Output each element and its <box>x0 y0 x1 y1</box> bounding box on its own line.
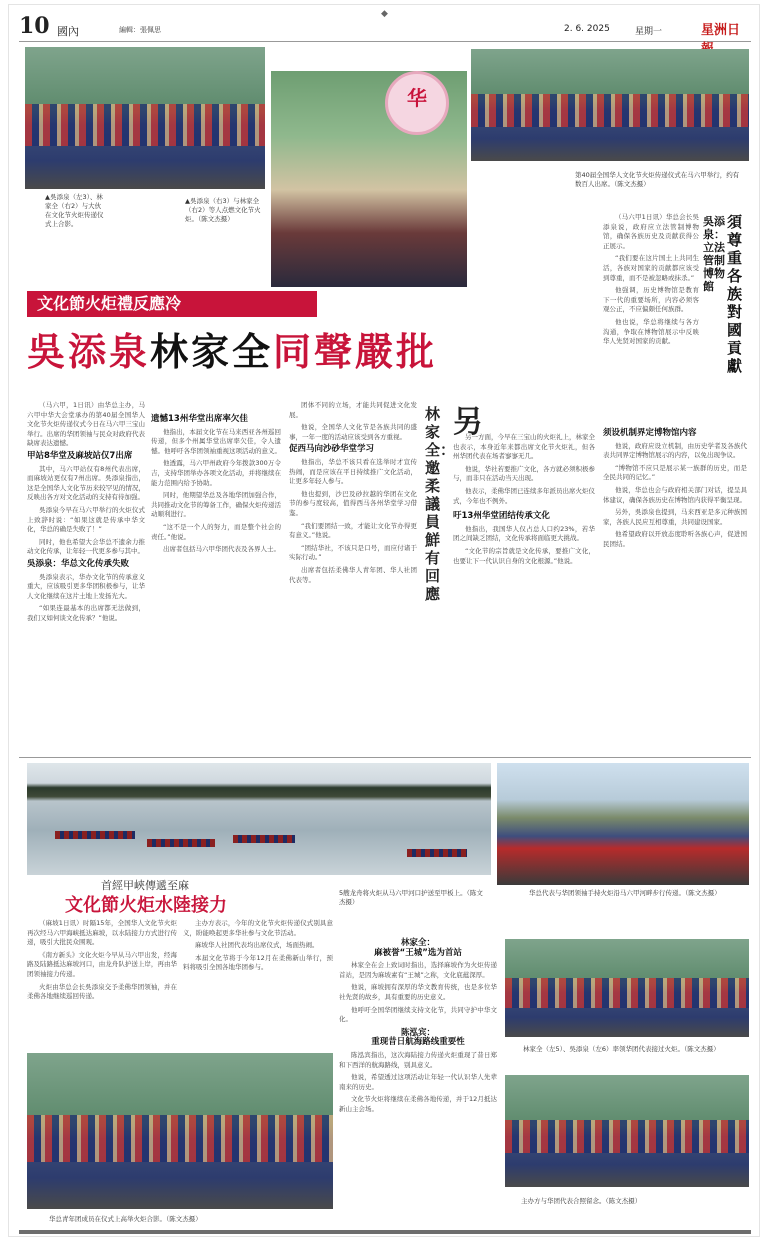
article-3-para-1: 团体不同的立场，才能共同促进文化发展。 <box>289 401 417 419</box>
page-top-mark: ◆ <box>381 9 388 19</box>
article-1-para-4: 同时，他也希望大会华总不遗余力推动文化传承，让年轻一代更多参与其中。 <box>27 537 145 556</box>
photo-lineup <box>505 939 749 1037</box>
article-1-para-1: （马六甲，1日讯）由华总主办，马六甲中华大会堂承办的第40届全国华人文化节火炬传递仪式今日在马六甲三宝山举行。出席的华团领袖与民众对政府代表缺席表达遗憾。 <box>27 401 145 448</box>
article-1-subhead-1: 甲站8华堂及麻坡站仅7出席 <box>27 450 133 461</box>
page-number: 10 <box>19 13 50 39</box>
sidebar-speaker <box>703 215 725 293</box>
article-5-para-5: 他说，政府应设立机制，由历史学者及各族代表共同界定博物馆展示的内容，以免出现争议。 <box>603 441 747 460</box>
article-5-para-6: “博物馆不应只是展示某一族群的历史，而是全民共同的记忆。” <box>603 463 747 482</box>
bottom-para-6: 本届文化节将于今年12月在柔佛新山举行，预料将吸引全国各地华团参与。 <box>183 953 333 972</box>
article-3-para-7: 出席者包括柔佛华人青年团、华人社团代表等。 <box>289 565 417 584</box>
article-4-para-5: “文化节的宗旨就是文化传承，要推广文化，也要让下一代认识自身的文化根源。”他说。 <box>453 546 595 565</box>
newspaper-page <box>8 4 760 1237</box>
caption-2: ▲吳添泉（右3）与林家全（右2）等人点燃文化节火炬。（陈文杰摄） <box>185 197 261 223</box>
main-headline <box>27 321 617 376</box>
article-2-para-2: 他透露，马六甲州政府今年拨款300万令吉，支持华团举办各项文化活动，并将继续在能力范围内给予协助。 <box>151 459 281 487</box>
vertical-quote: 林家全：邀柔議員鮮有回應 <box>425 405 456 603</box>
photo-torch-walk <box>497 763 749 885</box>
section-divider <box>19 757 751 758</box>
bottom-subhead-2: 陈泓宾： <box>400 1027 435 1038</box>
caption-4: 5艘龙舟将火炬从马六甲河口护送至甲板上。（陈文杰摄） <box>339 889 483 906</box>
article-2-para-1: 他指出，本届文化节在马来西亚各州巡回传递，但多个州属华堂出席率欠佳，令人遗憾。他呼吁各华团领袖重视这项活动的意义。 <box>151 427 281 455</box>
caption-3: 第40届全国华人文化节火炬传递仪式在马六甲举行，约有数百人出席。（陈文杰摄） <box>575 171 740 188</box>
bottom-article-col-2 <box>183 919 333 1049</box>
article-1-column <box>27 401 145 753</box>
article-4-subhead-1: 吁13州华堂团结传承文化 <box>453 511 550 522</box>
boat-row-2 <box>147 839 215 847</box>
bottom-para-11: 他说，希望透过这项活动让年轻一代认识华人先辈南来的历史。 <box>339 1073 497 1091</box>
bottom-para-10: 陈泓宾指出，这次海陆接力传递火炬重现了昔日郑和下西洋的航海路线，别具意义。 <box>339 1050 497 1069</box>
article-2-subhead-1: 遗憾13州华堂出席率欠佳 <box>151 414 248 424</box>
sidebar-subheadline: 立法管制博物館 <box>703 241 725 293</box>
drop-character: 另 <box>453 405 483 440</box>
hua-sign-icon <box>385 71 449 135</box>
article-1-para-2: 其中，马六甲站仅有8州代表出席，而麻坡站更仅有7州出席。吳添泉指出，这是全国华人文化节历来较罕见的情况，反映出各方对文化活动的支持有待加强。 <box>27 464 145 502</box>
caption-1: ▲吳添泉（左3）、林家全（右2）与大伙在文化节火炬传递仪式上合影。 <box>45 193 104 228</box>
sidebar-speaker-name: 吳添泉： <box>703 215 725 241</box>
photo-group-stage <box>471 49 749 161</box>
article-5-para-1: （马六甲1日讯）华总会长吳添泉说，政府应立法管制博物馆，确保各族历史及贡献获得公正展示。 <box>603 213 699 250</box>
article-2-para-5: 出席者包括马六甲华团代表及各界人士。 <box>163 545 280 554</box>
caption-5: 华总代表与华团领袖手持火炬沿马六甲河畔步行传递。（陈文杰摄） <box>529 889 721 897</box>
article-1-para-5: 吳添泉表示，华办文化节的传承意义重大，应该吸引更多华团积极参与，让华人文化继续在这片土地上发扬光大。 <box>27 572 145 600</box>
bottom-subhead-1b: 麻被誉“王城”选为首站 <box>374 947 462 958</box>
masthead-logo: 星洲日 <box>701 23 741 38</box>
bottom-para-9: 他呼吁全国华团继续支持文化节，共同守护中华文化。 <box>339 1005 497 1024</box>
caption-8: 华总青年团成员在仪式上高举火炬合影。（陈文杰摄） <box>49 1215 202 1223</box>
bottom-para-8: 他说，麻坡拥有深厚的华文教育传统，也是多位华社先贤的故乡，具有重要的历史意义。 <box>339 983 497 1001</box>
photo-ceremony <box>271 71 467 287</box>
article-5-column <box>603 213 699 423</box>
article-1-para-6: “如果连最基本的出席都无法做到，我们又如何谈文化传承？”他说。 <box>27 604 145 622</box>
photo-seated-group <box>27 1053 333 1209</box>
headline-name-1: 吳添泉 <box>27 329 151 374</box>
photo-river-boats <box>27 763 491 875</box>
article-4-para-2: 他说，华社若要推广文化，各方就必须积极参与，而非只在活动当天出现。 <box>453 464 595 483</box>
article-2-column <box>151 401 281 753</box>
article-5-para-7: 他说，华总也会与政府相关部门对话，提呈具体建议，确保各族历史在博物馆内获得平衡呈现。 <box>603 485 747 504</box>
issue-weekday: 星期一 <box>635 27 663 37</box>
headline-action: 同聲嚴批 <box>273 329 438 374</box>
article-4-para-4: 他指出，我国华人仅占总人口约23%，若华团之间缺乏团结，文化传承将面临更大挑战。 <box>453 524 595 543</box>
boat-row-4 <box>407 849 467 857</box>
bottom-article-col-3 <box>339 919 497 1219</box>
bottom-headline: 文化節火炬水陸接力 <box>65 895 227 916</box>
bottom-para-12: 文化节火炬将继续在柔佛各地传递，并于12月抵达新山主会场。 <box>339 1095 497 1113</box>
article-4-para-1: 另一方面，今早在三宝山的火炬礼上，林家全也表示，本身近年来都出席文化节火炬礼，但各州华团代表在场者寥寥无几。 <box>453 433 595 461</box>
article-5-para-3: 他强调，历史博物馆是教育下一代的重要场所，内容必须客观公正，不应偏颇任何族群。 <box>603 286 699 314</box>
article-1-subhead-2: 吳添泉：华总文化传承失败 <box>27 558 130 569</box>
bottom-article-col-1 <box>27 919 177 1049</box>
article-3-column <box>289 401 417 753</box>
article-5-para-2: “我们要在这片国土上共同生活，各族对国家的贡献都应该受到尊重，而不是被忽略或抹杀。” <box>603 254 699 282</box>
article-5-para-8: 另外，吳添泉也提到，马来西亚是多元种族国家，各族人民应互相尊重，共同建设国家。 <box>603 508 747 526</box>
section-label: 國內 <box>57 25 79 38</box>
issue-date: 2. 6. 2025 <box>564 24 610 34</box>
article-3-para-4: 他也提到，沙巴及砂拉越的华团在文化节的参与度较高，值得西马各州华堂学习借鉴。 <box>289 489 417 517</box>
article-5-para-9: 他希望政府以开放态度聆听各族心声，促进国民团结。 <box>603 530 747 548</box>
editor-credit: 編輯：張佩思 <box>119 26 161 34</box>
article-4-para-3: 他表示，柔佛华团已连续多年派员出席火炬仪式，今年也不例外。 <box>453 486 595 505</box>
article-3-para-6: “团结华社，不该只是口号，而应付诸于实际行动。” <box>289 543 417 562</box>
article-2-para-3: 同时，他期望华总及各地华团加强合作，共同推动文化节的筹备工作，确保火炬传递活动顺利进行。 <box>151 491 281 519</box>
article-3-subhead-1: 促西马向沙砂华堂学习 <box>289 444 375 455</box>
article-3-para-3: 他指出，华总不该只看在选举时才宣传热闹，而是应该在平日持续推广文化活动，让更多年轻人参与。 <box>289 457 417 486</box>
bottom-subhead-2b: 重现昔日航海路线重要性 <box>371 1037 465 1048</box>
article-5-column-lower <box>603 425 747 753</box>
bottom-subhead-1: 林家全： <box>400 938 435 948</box>
article-5-para-4: 他也说，华总将继续与各方沟通，争取在博物馆展示中反映华人先贤对国家的贡献。 <box>603 317 699 346</box>
bottom-para-4: 主办方表示，今年的文化节火炬传递仪式别具意义，盼能唤起更多华社参与文化节活动。 <box>183 919 333 937</box>
article-2-para-4: “这不是一个人的努力，而是整个社会的责任。”他说。 <box>151 522 281 541</box>
article-3-para-2: 他说，全国华人文化节是各族共同的盛事，一年一度的活动应该受到各方重视。 <box>289 423 417 441</box>
sidebar-headline: 須尊重各族對國貢獻 <box>727 213 743 375</box>
bottom-para-7: 林家全在会上致词时指出，选择麻坡作为火炬传递首站，是因为麻坡素有“王城”之称，文化底蕴深厚。 <box>339 961 497 979</box>
photo-torch-group <box>505 1075 749 1187</box>
headline-name-2: 林家全 <box>150 329 274 374</box>
article-3-para-5: “我们要团结一致，才能让文化节办得更有意义。”他说。 <box>289 521 417 540</box>
article-5-subhead-1: 须设机制界定博物馆内容 <box>603 428 697 438</box>
boat-row-1 <box>55 831 135 839</box>
bottom-para-5: 麻坡华人社团代表均出席仪式，场面热闹。 <box>195 941 319 950</box>
bottom-para-2: 《南方新头》文化火炬今早从马六甲出发，经海路及陆路抵达麻坡河口，由龙舟队护送上岸，再由华团领袖接力传递。 <box>27 950 177 978</box>
caption-6: 林家全（左5）、吳添泉（左6）率领华团代表接过火炬。（陈文杰摄） <box>523 1045 720 1053</box>
bottom-pre-headline: 首經甲峽傳遞至麻 <box>101 879 189 892</box>
boat-row-3 <box>233 835 295 843</box>
caption-7: 主办方与华团代表合照留念。（陈文杰摄） <box>521 1197 642 1205</box>
sign-character: 华 <box>407 86 427 110</box>
article-1-para-3: 吳添泉今早在马六甲举行的火炬仪式上致辞时说：“如果这就是传承中华文化，华总的确是失败了！” <box>27 505 145 534</box>
page-header <box>19 13 751 42</box>
bottom-para-3: 火炬由华总会长吳添泉交予柔佛华团领袖，并在柔佛各地继续巡回传递。 <box>27 982 177 1001</box>
page-bottom-bar <box>19 1230 751 1234</box>
headline-kicker: 文化節火炬禮反應冷 <box>27 291 317 317</box>
photo-group-front <box>25 47 265 189</box>
bottom-para-1: （麻坡1日讯）时隔15年，全国华人文化节火炬再次经马六甲海峡抵达麻坡，以水陆接力方式进行传递，吸引大批民众围观。 <box>27 919 177 947</box>
article-4-column <box>453 433 595 753</box>
